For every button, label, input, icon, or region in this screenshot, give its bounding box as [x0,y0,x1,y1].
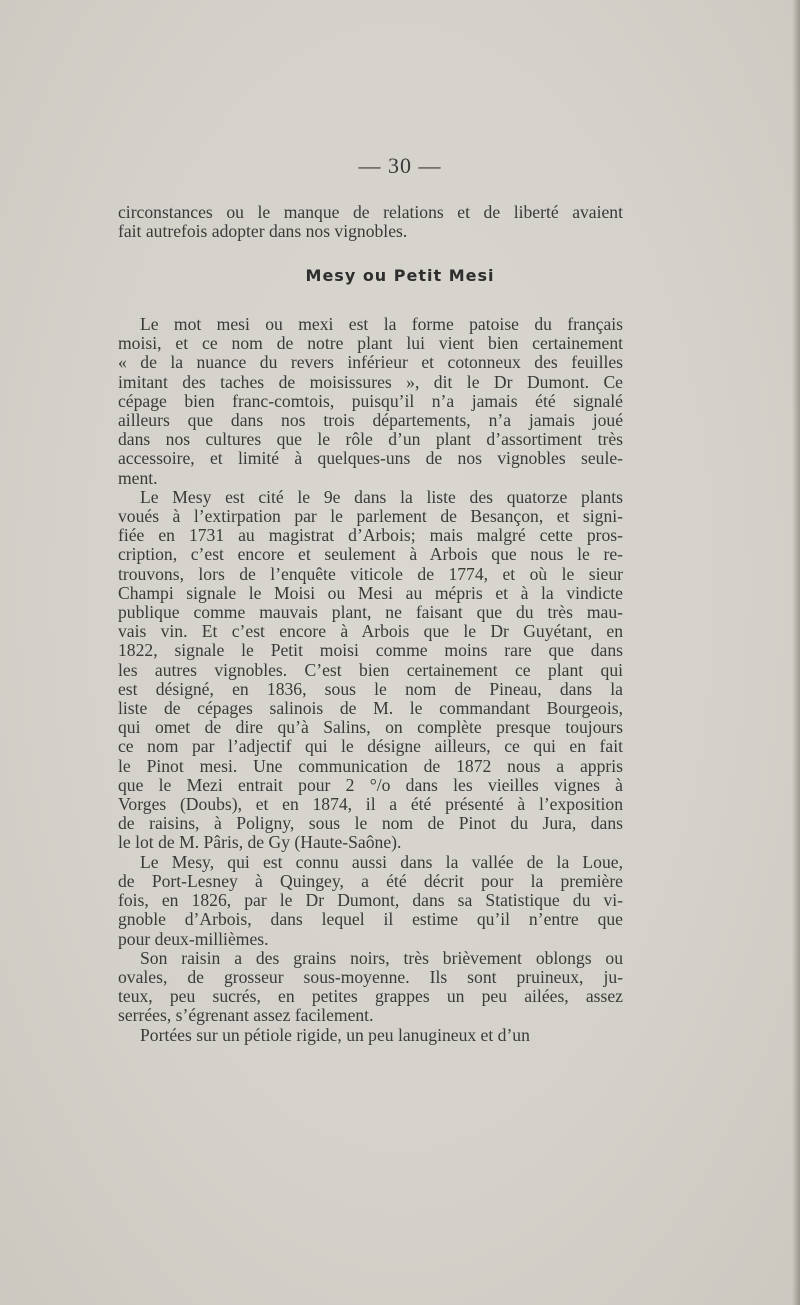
text-line: « de la nuance du revers inférieur et cotonneux des feuilles [118,352,623,373]
text-line: le Pinot mesi. Une communication de 1872 nous a appris [118,755,623,776]
text-line: pour deux-millièmes. [118,928,269,949]
text-line: cépage bien franc-comtois, puisqu’il n’a jamais été signalé [118,390,623,411]
text-line: Le Mesy est cité le 9e dans la liste des quatorze plants [140,486,623,507]
text-line: de Port-Lesney à Quingey, a été décrit pour la première [118,870,623,891]
text-line: moisi, et ce nom de notre plant lui vient bien certainement [118,333,623,354]
page-edge-shadow [792,0,800,1305]
text-line: accessoire, et limité à quelques-uns de nos vignobles seule- [118,448,623,469]
text-line: le lot de M. Pâris, de Gy (Haute-Saône). [118,832,402,853]
text-line: serrées, s’égrenant assez facilement. [118,1005,374,1026]
paragraph [118,1026,623,1045]
text-line: liste de cépages salinois de M. le commandant Bourgeois, [118,698,623,719]
paragraph [118,488,623,853]
text-line: ce nom par l’adjectif qui le désigne ailleurs, ce qui en fait [118,736,623,757]
text-line: est désigné, en 1836, sous le nom de Pineau, dans la [118,678,623,699]
paragraph [118,315,623,488]
text-line: imitant des taches de moisissures », dit le Dr Dumont. Ce [118,371,623,392]
text-line: cription, c’est encore et seulement à Arbois que nous le re- [118,544,623,565]
text-line: trouvons, lors de l’enquête viticole de 1774, et où le sieur [118,563,623,584]
text-line: fiée en 1731 au magistrat d’Arbois; mais malgré cette pros- [118,525,623,546]
text-line: voués à l’extirpation par le parlement de Besançon, et signi- [118,506,623,527]
text-line: fait autrefois adopter dans nos vignobles. [118,221,408,242]
text-line: Champi signale le Moisi ou Mesi au mépris et à la vindicte [118,582,623,603]
paragraph [118,853,623,949]
text-line: circonstances ou le manque de relations et de liberté avaient [118,202,623,222]
text-line: publique comme mauvais plant, ne faisant que du très mau- [118,602,623,623]
text-line: ailleurs que dans nos trois départements, n’a jamais joué [118,410,623,431]
text-line: de raisins, à Poligny, sous le nom de Pinot du Jura, dans [118,813,623,834]
text-line: fois, en 1826, par le Dr Dumont, dans sa Statistique du vi- [118,890,623,911]
text-line: teux, peu sucrés, en petites grappes un peu ailées, assez [118,986,623,1007]
text-line: Le mot mesi ou mexi est la forme patoise du français [140,314,623,334]
body-text [118,315,623,1045]
paragraph [118,949,623,1026]
text-line: les autres vignobles. C’est bien certainement ce plant qui [118,659,623,680]
text-line: dans nos cultures que le rôle d’un plant d’assortiment très [118,429,623,450]
text-line: Vorges (Doubs), et en 1874, il a été présenté à l’exposition [118,794,623,815]
text-line: ovales, de grosseur sous-moyenne. Ils sont pruineux, ju- [118,966,623,987]
page-number: — 30 — [358,153,442,178]
text-line: vais vin. Et c’est encore à Arbois que le Dr Guyétant, en [118,621,623,642]
text-line: ment. [118,467,158,488]
text-line: Portées sur un pétiole rigide, un peu lanugineux et d’un [140,1024,530,1045]
text-line: 1822, signale le Petit moisi comme moins rare que dans [118,640,623,661]
text-line: Le Mesy, qui est connu aussi dans la vallée de la Loue, [140,851,623,872]
text-line: qui omet de dire qu’à Salins, on complète presque toujours [118,717,623,738]
text-line: Son raisin a des grains noirs, très brièvement oblongs ou [140,947,623,968]
section-title: Mesy ou Petit Mesi [305,266,495,285]
text-line: que le Mezi entrait pour 2 °/o dans les vieilles vignes à [118,774,623,795]
intro-paragraph [118,203,623,241]
text-line: gnoble d’Arbois, dans lequel il estime qu’il n’entre que [118,909,623,930]
